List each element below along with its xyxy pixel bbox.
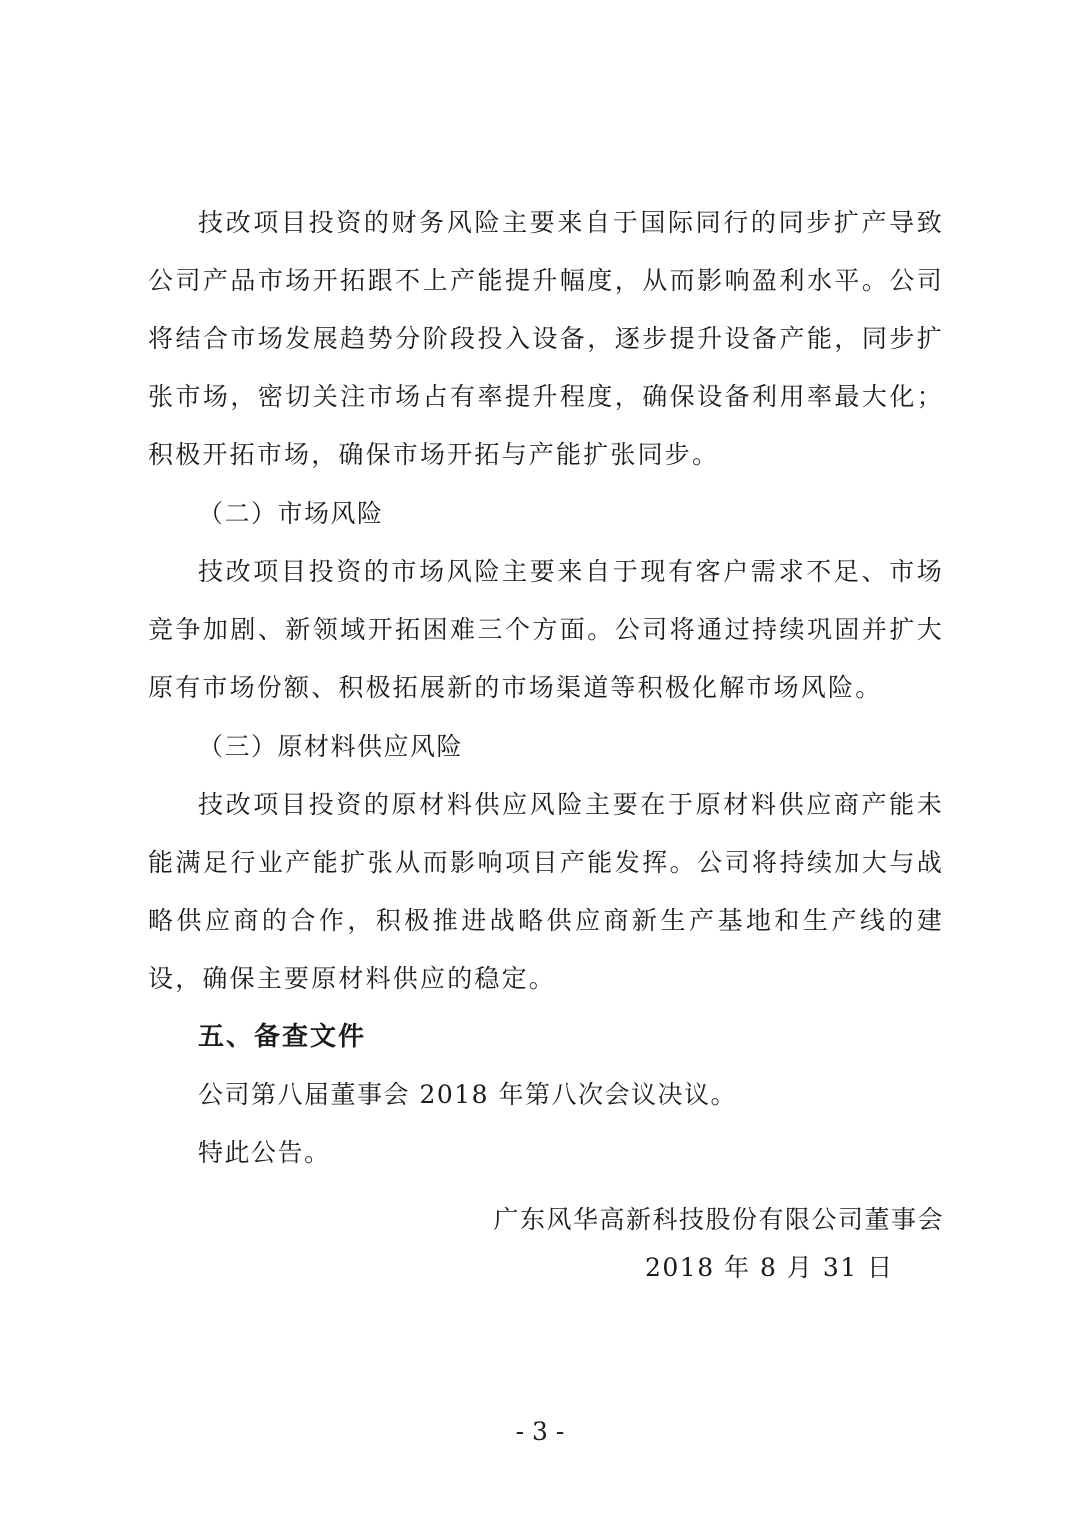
heading-material-risk: （三）原材料供应风险 <box>198 732 464 761</box>
page-number: - 3 - <box>515 1417 565 1446</box>
paragraph-market-risk: 技改项目投资的市场风险主要来自于现有客户需求不足、市场竞争加剧、新领域开拓困难三个方面。公司将通过持续巩固并扩大原有市场份额、积极拓展新的市场渠道等积极化解市场风险。 <box>148 557 944 702</box>
document-body <box>148 194 944 1182</box>
heading-market-risk: （二）市场风险 <box>198 499 384 528</box>
paragraph-material-risk: 技改项目投资的原材料供应风险主要在于原材料供应商产能未能满足行业产能扩张从而影响项目产能发挥。公司将持续加大与战略供应商的合作，积极推进战略供应商新生产基地和生产线的建设，确保主要原材料供应的稳定。 <box>148 790 944 993</box>
reference-document-line: 公司第八届董事会 2018 年第八次会议决议。 <box>198 1080 738 1109</box>
paragraph-financial-risk: 技改项目投资的财务风险主要来自于国际同行的同步扩产导致公司产品市场开拓跟不上产能提升幅度，从而影响盈利水平。公司将结合市场发展趋势分阶段投入设备，逐步提升设备产能，同步扩张市场，密切关注市场占有率提升程度，确保设备利用率最大化；积极开拓市场，确保市场开拓与产能扩张同步。 <box>148 208 944 469</box>
signature-company: 广东风华高新科技股份有限公司董事会 <box>493 1205 944 1234</box>
signature-date: 2018 年 8 月 31 日 <box>645 1253 894 1282</box>
closing-line: 特此公告。 <box>198 1138 331 1167</box>
heading-section-five: 五、备查文件 <box>198 1022 367 1052</box>
